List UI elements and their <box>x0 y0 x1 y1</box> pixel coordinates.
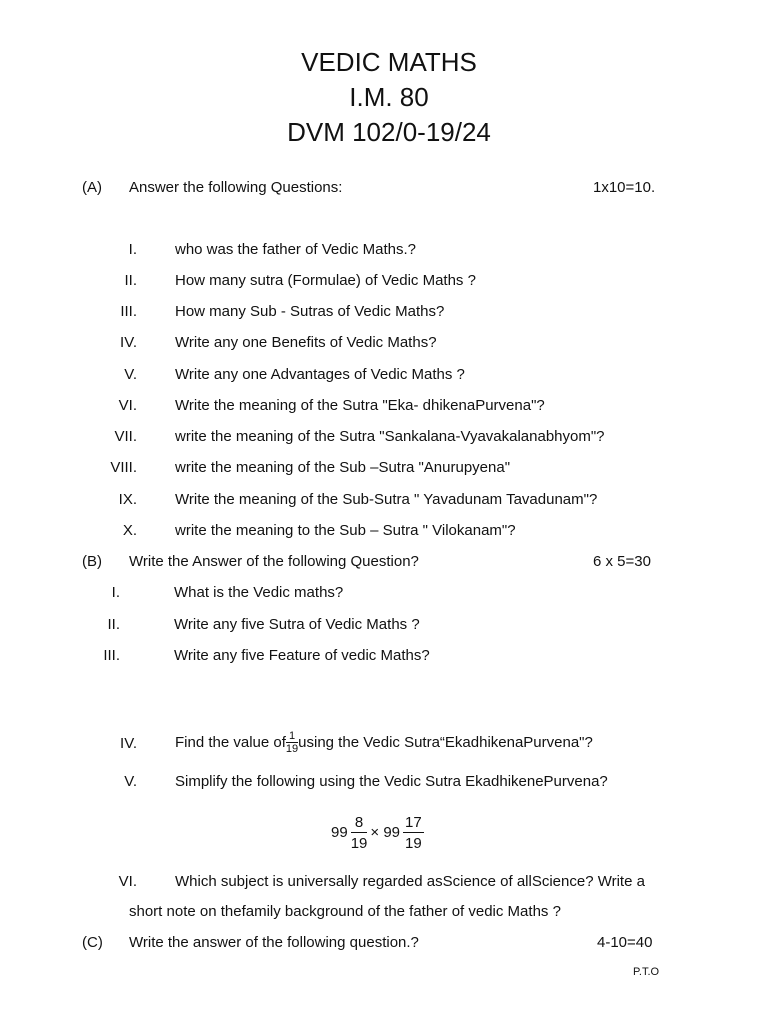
question-number: II. <box>107 616 120 633</box>
question-number: III. <box>120 303 137 320</box>
fraction-numerator: 1 <box>286 731 298 743</box>
question-number: IV. <box>120 334 137 351</box>
fraction <box>403 815 424 851</box>
question-number: VII. <box>114 428 137 445</box>
section-c-label: (C) <box>82 934 103 951</box>
question-text: Write the meaning of the Sutra "Eka- dhikenaPurvena"? <box>175 397 545 414</box>
section-b-marks: 6 x 5=30 <box>593 553 651 570</box>
fraction-numerator: 8 <box>351 815 368 833</box>
question-text: write the meaning to the Sub – Sutra " Vilokanam"? <box>175 522 516 539</box>
question-number: III. <box>103 647 120 664</box>
question-number: IV. <box>120 735 137 752</box>
question-number: X. <box>122 522 137 539</box>
question-text: Write any five Feature of vedic Maths? <box>174 647 430 664</box>
inline-fraction <box>286 731 298 755</box>
question-number: V. <box>124 366 137 383</box>
question-text: What is the Vedic maths? <box>174 584 344 601</box>
question-text: Simplify the following using the Vedic Sutra EkadhikenePurvena? <box>175 773 608 790</box>
exam-paper-code: DVM 102/0-19/24 <box>287 117 491 147</box>
fraction <box>351 815 368 851</box>
section-b-label: (B) <box>82 553 102 570</box>
question-text: Write any one Benefits of Vedic Maths? <box>175 334 437 351</box>
question-text: Write any one Advantages of Vedic Maths ? <box>175 366 465 383</box>
question-text: How many Sub - Sutras of Vedic Maths? <box>175 303 445 320</box>
fraction-denominator: 19 <box>285 743 299 756</box>
question-text-continued: short note on thefamily background of the father of vedic Maths ? <box>129 903 561 920</box>
section-c-heading: Write the answer of the following question.? <box>129 934 419 951</box>
question-text: Which subject is universally regarded asScience of allScience? Write a <box>175 873 645 890</box>
question-text: write the meaning of the Sub –Sutra "Anurupyena" <box>175 459 511 476</box>
question-text-after: using the Vedic Sutra“EkadhikenaPurvena"? <box>298 734 593 751</box>
fraction-denominator: 19 <box>405 835 422 853</box>
question-number: I. <box>111 584 120 601</box>
question-text: Write any five Sutra of Vedic Maths ? <box>174 616 420 633</box>
question-text-before: Find the value of <box>175 734 286 751</box>
whole-number: 99 <box>331 824 348 841</box>
math-expression <box>331 810 427 856</box>
multiply-sign: × <box>370 824 380 841</box>
fraction-denominator: 19 <box>350 835 368 853</box>
question-text: who was the father of Vedic Maths.? <box>175 241 416 258</box>
question-number: V. <box>124 773 137 790</box>
section-a-marks: 1x10=10. <box>593 179 656 196</box>
question-text: How many sutra (Formulae) of Vedic Maths ? <box>175 272 476 289</box>
page-turn-over-note: P.T.O <box>633 966 660 978</box>
section-b-heading: Write the Answer of the following Question? <box>129 553 419 570</box>
question-number: II. <box>124 272 137 289</box>
question-text-fraction <box>175 722 593 764</box>
question-number: IX. <box>118 491 137 508</box>
question-text: write the meaning of the Sutra "Sankalana-Vyavakalanabhyom"? <box>175 428 605 445</box>
question-number: VI. <box>118 397 137 414</box>
section-a-heading: Answer the following Questions: <box>129 179 343 196</box>
exam-subject-title: VEDIC MATHS <box>301 47 477 77</box>
section-a-label: (A) <box>82 179 102 196</box>
exam-im-code: I.M. 80 <box>349 82 429 112</box>
question-text: Write the meaning of the Sub-Sutra " Yavadunam Tavadunam"? <box>175 491 598 508</box>
section-c-marks: 4-10=40 <box>597 934 653 951</box>
question-number: VIII. <box>110 459 137 476</box>
question-number: VI. <box>118 873 137 890</box>
fraction-numerator: 17 <box>405 814 422 832</box>
question-number: I. <box>128 241 137 258</box>
whole-number: 99 <box>383 824 400 841</box>
